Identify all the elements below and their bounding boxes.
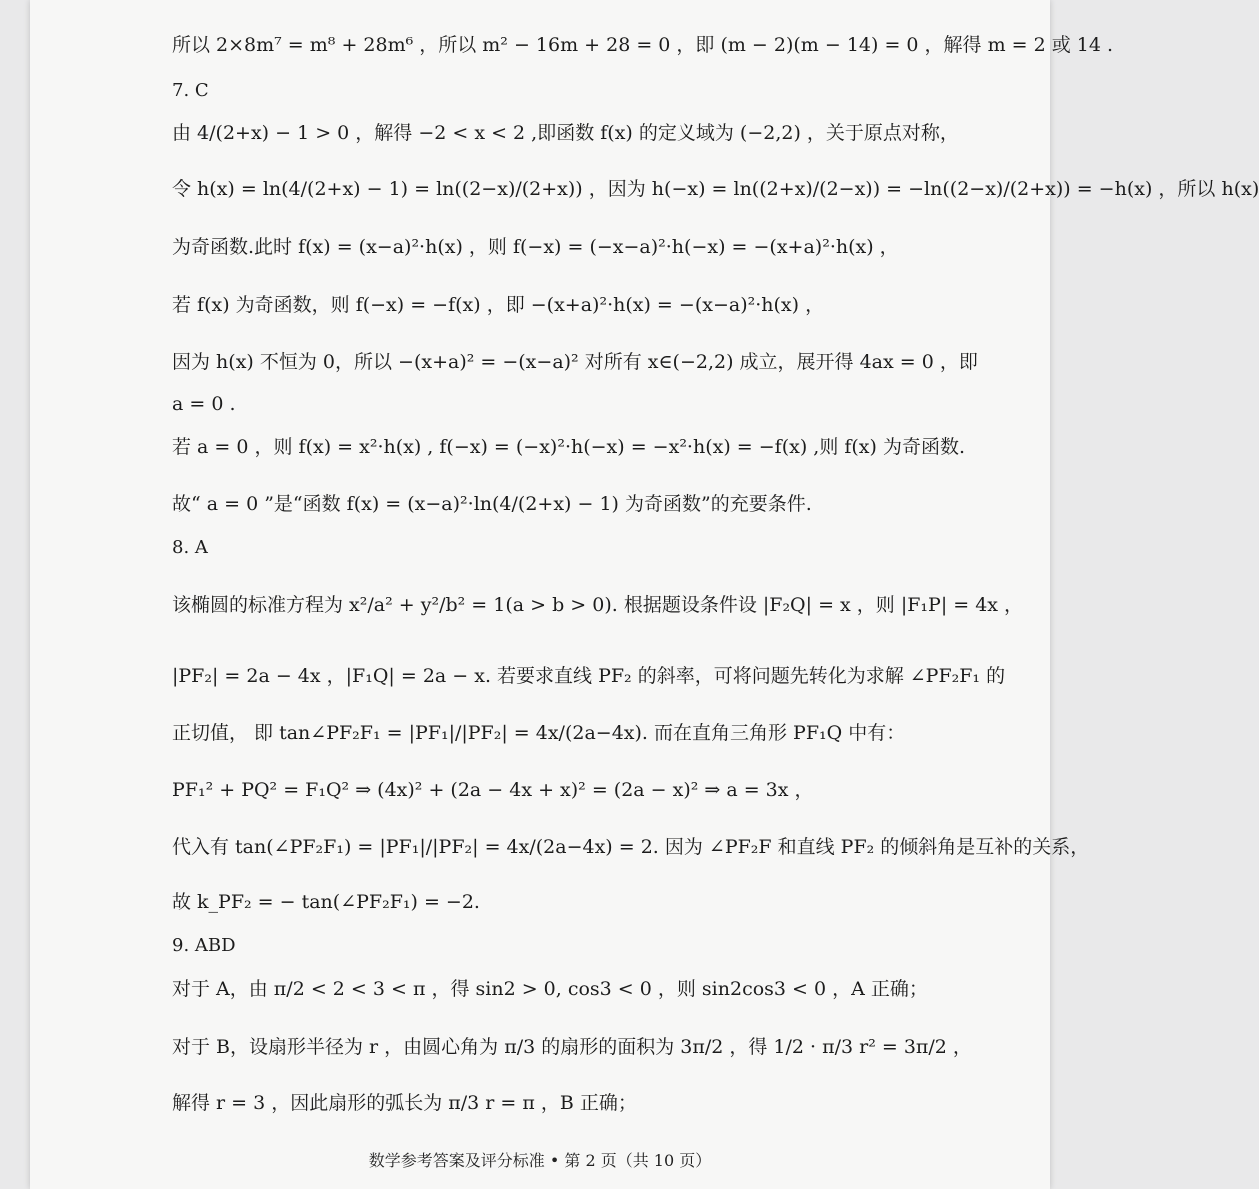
- text-line: 解得 r = 3 ，因此扇形的弧长为 π/3 r = π ，B 正确；: [172, 1092, 637, 1114]
- text-line: 因为 h(x) 不恒为 0，所以 −(x+a)² = −(x−a)² 对所有 x∈(−2,2) 成立，展开得 4ax = 0 ，即: [172, 351, 978, 373]
- answer-heading: 9. ABD: [172, 935, 236, 956]
- text-line: 令 h(x) = ln(4/(2+x) − 1) = ln((2−x)/(2+x)) ，因为 h(−x) = ln((2+x)/(2−x)) = −ln((2−x)/(2+x)) = −h(x) ，所以 h(x): [172, 178, 1259, 200]
- text-line: 该椭圆的标准方程为 x²/a² + y²/b² = 1(a > b > 0). 根据题设条件设 |F₂Q| = x ，则 |F₁P| = 4x ，: [172, 594, 1024, 616]
- text-line: 若 a = 0 ，则 f(x) = x²·h(x) , f(−x) = (−x)²·h(−x) = −x²·h(x) = −f(x) ,则 f(x) 为奇函数.: [172, 436, 966, 458]
- text-line: 若 f(x) 为奇函数，则 f(−x) = −f(x) ，即 −(x+a)²·h(x) = −(x−a)²·h(x) ，: [172, 294, 825, 316]
- text-line: 代入有 tan(∠PF₂F₁) = |PF₁|/|PF₂| = 4x/(2a−4x) = 2. 因为 ∠PF₂F 和直线 PF₂ 的倾斜角是互补的关系，: [172, 836, 1090, 858]
- text-line: 所以 2×8m⁷ = m⁸ + 28m⁶ ，所以 m² − 16m + 28 = 0 ，即 (m − 2)(m − 14) = 0 ，解得 m = 2 或 14 .: [172, 34, 1114, 56]
- text-line: 正切值， 即 tan∠PF₂F₁ = |PF₁|/|PF₂| = 4x/(2a−4x). 而在直角三角形 PF₁Q 中有：: [172, 722, 906, 744]
- page-footer: 数学参考答案及评分标准 • 第 2 页（共 10 页）: [368, 1151, 712, 1170]
- answer-heading: 7. C: [172, 80, 209, 101]
- text-line: 对于 A，由 π/2 < 2 < 3 < π ，得 sin2 > 0, cos3 < 0 ，则 sin2cos3 < 0 ，A 正确；: [172, 978, 928, 1000]
- text-line: 故 k_PF₂ = − tan(∠PF₂F₁) = −2.: [172, 891, 480, 913]
- document-page: [30, 0, 1259, 1189]
- text-line: 故“ a = 0 ”是“函数 f(x) = (x−a)²·ln(4/(2+x) − 1) 为奇函数”的充要条件.: [172, 493, 812, 515]
- answer-heading: 8. A: [172, 537, 208, 558]
- text-line: 由 4/(2+x) − 1 > 0 ，解得 −2 < x < 2 ,即函数 f(x) 的定义域为 (−2,2) ，关于原点对称，: [172, 122, 959, 144]
- text-line: 为奇函数.此时 f(x) = (x−a)²·h(x) ，则 f(−x) = (−x−a)²·h(−x) = −(x+a)²·h(x) ，: [172, 236, 899, 258]
- text-line: a = 0 .: [172, 393, 236, 415]
- text-line: 对于 B，设扇形半径为 r ，由圆心角为 π/3 的扇形的面积为 3π/2 ，得 1/2 · π/3 r² = 3π/2 ，: [172, 1036, 972, 1058]
- text-line: |PF₂| = 2a − 4x ，|F₁Q| = 2a − x. 若要求直线 PF₂ 的斜率，可将问题先转化为求解 ∠PF₂F₁ 的: [172, 665, 1006, 687]
- text-line: PF₁² + PQ² = F₁Q² ⇒ (4x)² + (2a − 4x + x)² = (2a − x)² ⇒ a = 3x ，: [172, 779, 814, 801]
